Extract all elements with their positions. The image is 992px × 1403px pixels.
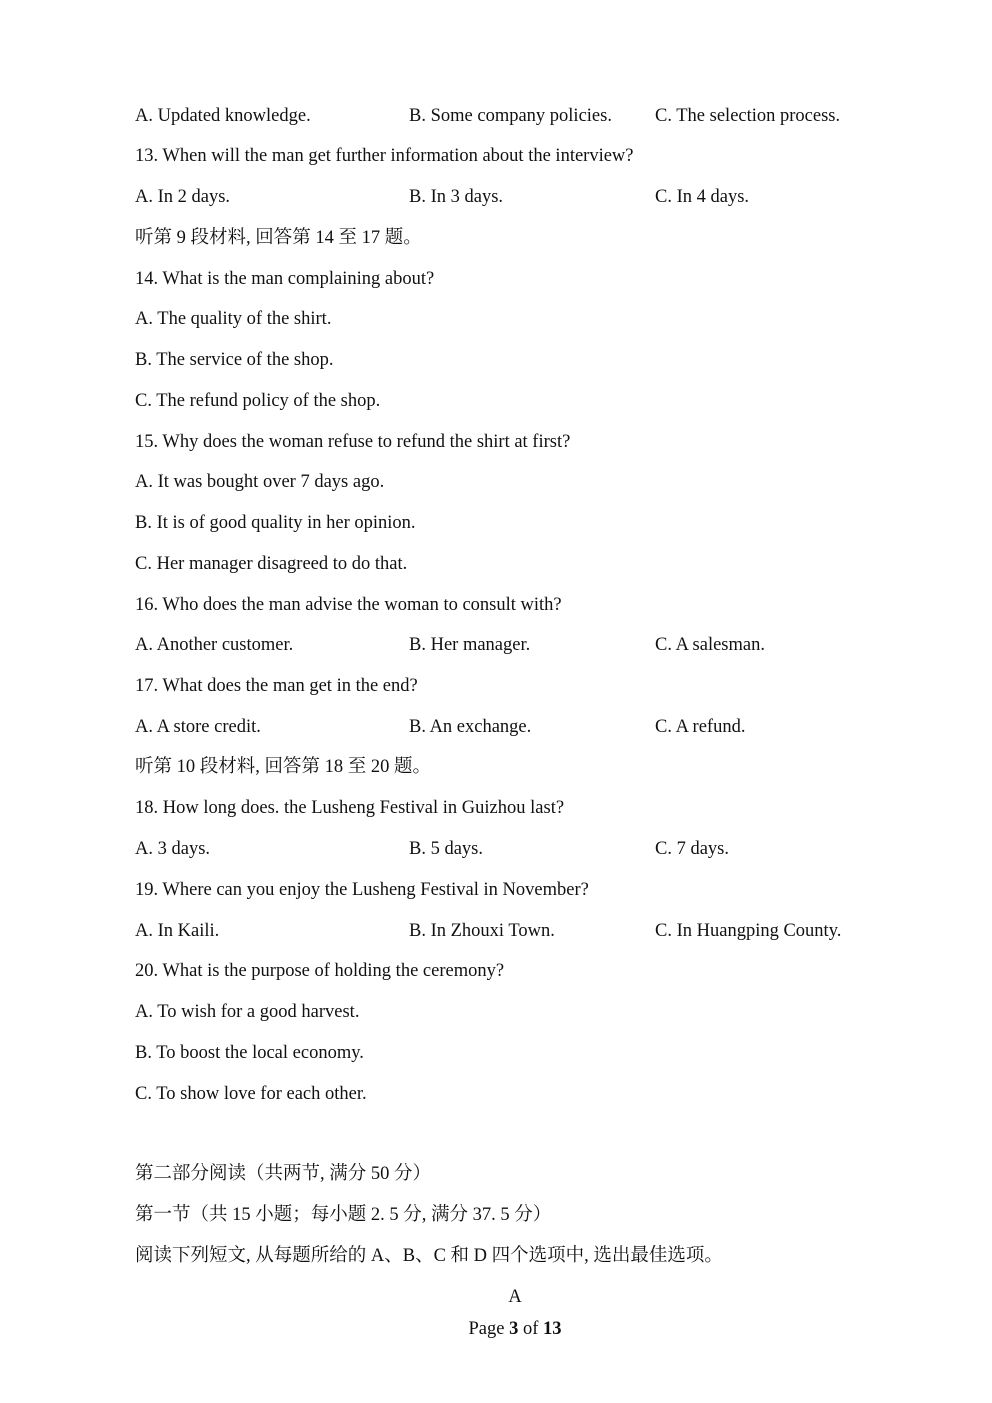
section-1-heading: 第一节（共 15 小题；每小题 2. 5 分, 满分 37. 5 分）: [135, 1205, 552, 1225]
reading-instructions: 阅读下列短文, 从每题所给的 A、B、C 和 D 四个选项中, 选出最佳选项。: [135, 1246, 723, 1266]
question-13: 13. When will the man get further information about the interview?: [135, 146, 634, 166]
q13-option-c: C. In 4 days.: [655, 187, 750, 207]
q16-option-c: C. A salesman.: [655, 635, 765, 655]
q20-option-b: B. To boost the local economy.: [135, 1043, 364, 1063]
current-page-number: 3: [509, 1319, 519, 1339]
q19-option-a: A. In Kaili.: [135, 921, 220, 941]
q15-option-c: C. Her manager disagreed to do that.: [135, 554, 408, 574]
q16-option-b: B. Her manager.: [409, 635, 531, 655]
q17-option-a: A. A store credit.: [135, 717, 261, 737]
q20-option-a: A. To wish for a good harvest.: [135, 1002, 360, 1022]
q14-option-b: B. The service of the shop.: [135, 350, 334, 370]
question-19: 19. Where can you enjoy the Lusheng Festival in November?: [135, 880, 589, 900]
question-16: 16. Who does the man advise the woman to consult with?: [135, 595, 562, 615]
section-10-intro: 听第 10 段材料, 回答第 18 至 20 题。: [135, 757, 432, 777]
total-pages-number: 13: [543, 1319, 562, 1339]
q18-option-b: B. 5 days.: [409, 839, 483, 859]
question-17: 17. What does the man get in the end?: [135, 676, 418, 696]
option-c: C. The selection process.: [655, 106, 841, 126]
q13-option-b: B. In 3 days.: [409, 187, 504, 207]
passage-label: A: [508, 1287, 522, 1307]
q17-option-b: B. An exchange.: [409, 717, 532, 737]
q15-option-a: A. It was bought over 7 days ago.: [135, 472, 385, 492]
q20-option-c: C. To show love for each other.: [135, 1084, 367, 1104]
q19-option-c: C. In Huangping County.: [655, 921, 842, 941]
q17-option-c: C. A refund.: [655, 717, 746, 737]
question-18: 18. How long does. the Lusheng Festival in Guizhou last?: [135, 798, 565, 818]
option-b: B. Some company policies.: [409, 106, 612, 126]
question-14: 14. What is the man complaining about?: [135, 269, 435, 289]
section-9-intro: 听第 9 段材料, 回答第 14 至 17 题。: [135, 228, 422, 248]
q15-option-b: B. It is of good quality in her opinion.: [135, 513, 416, 533]
q14-option-a: A. The quality of the shirt.: [135, 309, 332, 329]
q18-option-a: A. 3 days.: [135, 839, 211, 859]
page-word: Page: [468, 1319, 505, 1339]
question-20: 20. What is the purpose of holding the ceremony?: [135, 961, 505, 981]
option-a: A. Updated knowledge.: [135, 106, 311, 126]
q13-option-a: A. In 2 days.: [135, 187, 231, 207]
q19-option-b: B. In Zhouxi Town.: [409, 921, 555, 941]
q18-option-c: C. 7 days.: [655, 839, 729, 859]
of-word: of: [522, 1319, 539, 1339]
part-2-heading: 第二部分阅读（共两节, 满分 50 分）: [135, 1164, 432, 1184]
q14-option-c: C. The refund policy of the shop.: [135, 391, 381, 411]
page-footer: [0, 1317, 992, 1341]
question-15: 15. Why does the woman refuse to refund the shirt at first?: [135, 432, 571, 452]
q16-option-a: A. Another customer.: [135, 635, 294, 655]
